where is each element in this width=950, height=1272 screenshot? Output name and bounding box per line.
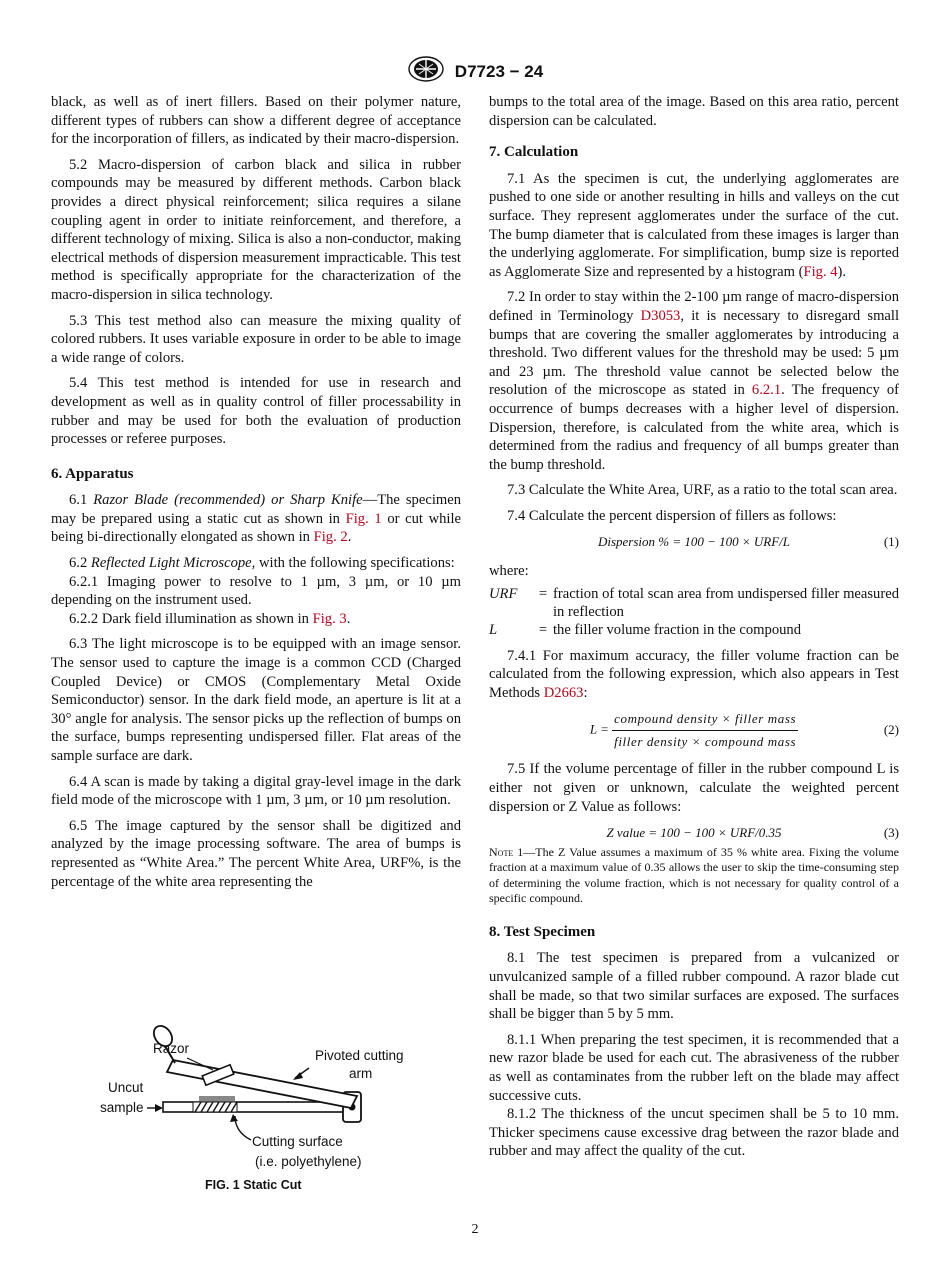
definition-row: L = the filler volume fraction in the compound bbox=[489, 621, 899, 639]
equation-3-number: (3) bbox=[883, 825, 899, 841]
equation-2-fraction bbox=[612, 710, 798, 751]
definition-text: fraction of total scan area from undispersed filler measured in reflection bbox=[553, 585, 899, 620]
paragraph-7-1: 7.1 As the specimen is cut, the underlying agglomerates are pushed to one side or another resulting in hills and valleys on the cut surface. They represent agglomerates under the surface of the cut. The bump diameter that is calculated from these images is larger than the underlying agglomerate. For simplification, bump size is reported as Agglomerate Size and represented by a histogram (Fig. 4). bbox=[489, 170, 899, 280]
astm-logo-icon bbox=[407, 56, 445, 87]
right-column bbox=[489, 93, 899, 1161]
section-6-2-1-link[interactable]: 6.2.1 bbox=[751, 382, 782, 399]
static-cut-diagram bbox=[95, 1008, 425, 1178]
label-arm: arm bbox=[349, 1066, 373, 1081]
equation-1 bbox=[489, 533, 899, 552]
surface-leader-line bbox=[235, 1116, 251, 1140]
equation-2-lhs: L = bbox=[589, 722, 609, 738]
paragraph-6-1-title: Razor Blade (recommended) or Sharp Knife bbox=[93, 492, 363, 509]
equation-2-numerator: compound density × filler mass bbox=[612, 710, 798, 731]
paragraph-8-1-1: 8.1.1 When preparing the test specimen, it is recommended that a new razor blade be used for each cut. The abrasiveness of the rubber as well as contaminates from the rubber left on the blade may affect successive cuts. bbox=[489, 1031, 899, 1104]
left-column bbox=[51, 93, 461, 898]
sample-arrow-icon bbox=[155, 1104, 163, 1112]
paragraph-7-4-1: 7.4.1 For maximum accuracy, the filler volume fraction can be calculated from the following expression, which also appears in Test Methods D2663: bbox=[489, 647, 899, 701]
where-label: where: bbox=[489, 563, 529, 580]
pivoted-cutting-arm bbox=[167, 1060, 357, 1108]
figure-1-static-cut bbox=[95, 1008, 425, 1198]
equation-2-denominator: filler density × compound mass bbox=[614, 734, 797, 750]
section-heading-test-specimen: 8. Test Specimen bbox=[489, 923, 596, 940]
definition-row: URF = fraction of total scan area from undispersed filler measured in reflection bbox=[489, 585, 899, 620]
label-razor: Razor bbox=[153, 1041, 190, 1056]
paragraph-6-2: 6.2 Reflected Light Microscope, with the following specifications: bbox=[69, 555, 455, 572]
cut-sample-hatch bbox=[193, 1102, 237, 1112]
paragraph-6-4: 6.4 A scan is made by taking a digital gray-level image in the dark field mode of the microscope with 1 µm, 3 µm, or 10 µm resolution. bbox=[51, 773, 461, 809]
equation-1-expression: Dispersion % = 100 − 100 × URF/L bbox=[597, 534, 791, 550]
symbol-definitions bbox=[489, 585, 899, 639]
paragraph-7-4: 7.4 Calculate the percent dispersion of fillers as follows: bbox=[507, 507, 837, 524]
figure-1-caption: FIG. 1 Static Cut bbox=[205, 1178, 302, 1192]
paragraph-6-1-number: 6.1 bbox=[69, 492, 88, 509]
paragraph-5-2: 5.2 Macro-dispersion of carbon black and silica in rubber compounds may be measured by different methods. Carbon black provides a direct physical reinforcement; silica requires a silane coupling agent in order to initiate reinforcement, and therefore, a different technology of mixing. Silica is also a non-conductor, making electrical methods of dispersion measurement impracticable. This test method is specifically appropriate for the characterization of the macro-dispersion in silica technology. bbox=[51, 156, 461, 303]
paragraph-5-3: 5.3 This test method also can measure the mixing quality of colored rubbers. It uses variable exposure in order to be able to image a wide range of colors. bbox=[51, 312, 461, 366]
fig-3-link[interactable]: Fig. 3 bbox=[312, 610, 347, 627]
page-header bbox=[0, 56, 950, 82]
surface-arrow-icon bbox=[230, 1114, 238, 1122]
section-heading-calculation: 7. Calculation bbox=[489, 144, 579, 161]
note-label: Note 1 bbox=[489, 844, 524, 859]
document-number: D7723 − 24 bbox=[454, 61, 544, 81]
paragraph-7-5: 7.5 If the volume percentage of filler in the rubber compound L is either not given or unknown, calculate the weighted percent dispersion or Z Value as follows: bbox=[489, 761, 899, 815]
definition-symbol: L bbox=[489, 621, 498, 638]
label-uncut: Uncut bbox=[108, 1080, 144, 1095]
equation-3 bbox=[489, 824, 899, 843]
fig-2-link[interactable]: Fig. 2 bbox=[313, 529, 348, 546]
d3053-link[interactable]: D3053 bbox=[640, 307, 681, 324]
equation-1-number: (1) bbox=[883, 534, 899, 550]
paragraph-6-2-1: 6.2.1 Imaging power to resolve to 1 µm, 3 µm, or 10 µm depending on the instrument used. bbox=[51, 573, 461, 609]
paragraph-5-4: 5.4 This test method is intended for use in research and development as well as in quality control of filler processability in rubber and may be used for both the evaluation of production processes or referee purposes. bbox=[51, 375, 461, 448]
equation-2 bbox=[489, 710, 899, 750]
paragraph-8-1-2: 8.1.2 The thickness of the uncut specimen shall be 5 to 10 mm. Thicker specimens cause excessive drag between the razor blade and rubber and may affect the quality of the cut. bbox=[489, 1106, 899, 1160]
paragraph-6-2-2: 6.2.2 Dark field illumination as shown in Fig. 3. bbox=[69, 610, 351, 627]
paragraph-intro-continued: black, as well as of inert fillers. Based on their polymer nature, different types of rubbers can show a different degree of acceptance for the incorporation of fillers, as indicated by their macro-dispersion. bbox=[51, 94, 461, 148]
definition-symbol: URF bbox=[489, 585, 518, 602]
paragraph-7-2: 7.2 In order to stay within the 2-100 µm range of macro-dispersion defined in Terminology D3053, it is necessary to disregard small bumps that are covering the smaller agglomerates by introducing a threshold. Two different values for the threshold may be used: 5 µm and 23 µm. The threshold value cannot be selected below the resolution of the microscope as stated in 6.2.1. The frequency of occurrence of bumps decreases with a higher level of dispersion. Dispersion, therefore, is calculated from the white area, which is determined from the radius and frequency of all bumps greater than the bump threshold. bbox=[489, 289, 900, 473]
label-pivoted-cutting: Pivoted cutting bbox=[315, 1048, 404, 1063]
paragraph-8-1: 8.1 The test specimen is prepared from a vulcanized or unvulcanized sample of a filled rubber compound. A razor blade cut shall be made, so that two similar surfaces are exposed. The surfaces shall be bigger than 5 by 5 mm. bbox=[489, 950, 899, 1023]
note-1: Note 1—The Z Value assumes a maximum of 35 % white area. Fixing the volume fraction at a maximum value of 0.35 allows the user to skip the time-consuming step of determining the volume fraction, which is not necessary for quality control of a specific compound. bbox=[489, 844, 899, 906]
equation-2-number: (2) bbox=[883, 722, 899, 738]
fig-4-link[interactable]: Fig. 4 bbox=[803, 263, 838, 280]
label-polyethylene: (i.e. polyethylene) bbox=[255, 1154, 362, 1169]
paragraph-6-5: 6.5 The image captured by the sensor shall be digitized and analyzed by the image processing software. The area of bumps is represented as “White Area.” The percent White Area, URF%, is the percentage of the white area representing the bbox=[51, 817, 461, 890]
d2663-link[interactable]: D2663 bbox=[543, 684, 584, 701]
fig-1-link[interactable]: Fig. 1 bbox=[345, 510, 382, 527]
paragraph-6-2-title: Reflected Light Microscope, bbox=[90, 555, 256, 572]
equation-3-expression: Z value = 100 − 100 × URF/0.35 bbox=[606, 825, 782, 841]
paragraph-7-3: 7.3 Calculate the White Area, URF, as a ratio to the total scan area. bbox=[507, 482, 898, 499]
paragraph-6-3: 6.3 The light microscope is to be equipped with an image sensor. The sensor used to capture the image is a common CCD (Charged Coupled Device) or CMOS (Complementary Metal Oxide Semiconductor) sensor. In the dark field mode, an aperture is lit at a 30° angle for analysis. The sensor picks up the reflection of bumps on the surface, bumps representing undispersed filler. Flat areas of the sample surface are dark. bbox=[51, 636, 461, 764]
paragraph-6-5-continued: bumps to the total area of the image. Based on this area ratio, percent dispersion can be calculated. bbox=[489, 94, 899, 129]
paragraph-6-1: 6.1 Razor Blade (recommended) or Sharp Knife—The specimen may be prepared using a static cut as shown in Fig. 1 or cut while being bi-directionally elongated as shown in Fig. 2. bbox=[51, 492, 461, 546]
definition-text: the filler volume fraction in the compound bbox=[553, 621, 802, 638]
uncut-sample-block bbox=[199, 1096, 235, 1102]
label-sample: sample bbox=[100, 1100, 144, 1115]
page-number: 2 bbox=[471, 1222, 479, 1237]
section-heading-apparatus: 6. Apparatus bbox=[51, 465, 134, 482]
label-cutting-surface: Cutting surface bbox=[252, 1134, 343, 1149]
